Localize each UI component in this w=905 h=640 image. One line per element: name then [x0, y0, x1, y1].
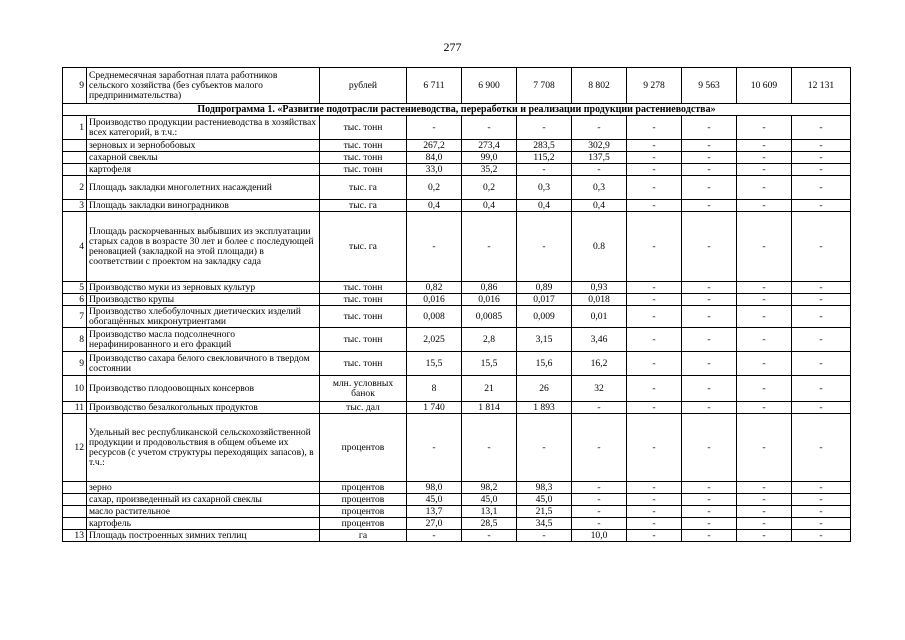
value-cell: - [737, 352, 792, 376]
value-cell: 283,5 [517, 140, 572, 152]
value-cell: - [792, 414, 851, 482]
table-row [63, 530, 851, 542]
value-cell: - [682, 506, 737, 518]
table-row [63, 328, 851, 352]
value-cell: 45,0 [462, 494, 517, 506]
table-row [63, 506, 851, 518]
value-cell: - [627, 176, 682, 200]
value-cell: 8 802 [572, 68, 627, 104]
value-cell: 16,2 [572, 352, 627, 376]
indicator-name: Среднемесячная заработная плата работников сельского хозяйства (без субъектов малого предпринимательства) [87, 68, 320, 104]
value-cell: - [627, 294, 682, 306]
value-cell: - [737, 164, 792, 176]
value-cell: 273,4 [462, 140, 517, 152]
table-row [63, 414, 851, 482]
value-cell: 1 740 [407, 402, 462, 414]
table-row [63, 212, 851, 282]
value-cell: 0,82 [407, 282, 462, 294]
value-cell: - [627, 494, 682, 506]
value-cell: - [517, 212, 572, 282]
row-number: 9 [63, 68, 87, 104]
unit-cell: тыс. дал [320, 402, 407, 414]
value-cell: 0,4 [572, 200, 627, 212]
value-cell: 0,008 [407, 306, 462, 328]
value-cell: - [737, 494, 792, 506]
table-row [63, 68, 851, 104]
indicator-name: Производство масла подсолнечного нерафинированного и его фракций [87, 328, 320, 352]
value-cell: - [572, 518, 627, 530]
value-cell: 0,4 [407, 200, 462, 212]
value-cell: - [627, 414, 682, 482]
value-cell: - [682, 402, 737, 414]
subprogram-title: Подпрограмма 1. «Развитие подотрасли растениеводства, переработки и реализации продукции растениеводства» [63, 104, 851, 116]
table-row [63, 176, 851, 200]
value-cell: 1 814 [462, 402, 517, 414]
unit-cell: га [320, 530, 407, 542]
value-cell: - [682, 494, 737, 506]
indicator-name: Производство хлебобулочных диетических изделий обогащённых микронутриентами [87, 306, 320, 328]
value-cell: - [627, 352, 682, 376]
unit-cell: тыс. тонн [320, 282, 407, 294]
indicator-name: сахарной свеклы [87, 152, 320, 164]
value-cell: 0,89 [517, 282, 572, 294]
value-cell: 0,86 [462, 282, 517, 294]
value-cell: 3,15 [517, 328, 572, 352]
table-row [63, 518, 851, 530]
value-cell: - [627, 140, 682, 152]
value-cell: 98,2 [462, 482, 517, 494]
value-cell: 27,0 [407, 518, 462, 530]
value-cell: - [407, 116, 462, 140]
value-cell: 0,93 [572, 282, 627, 294]
indicator-name: Производство безалкогольных продуктов [87, 402, 320, 414]
value-cell: - [572, 494, 627, 506]
indicator-name: зерно [87, 482, 320, 494]
row-number: 11 [63, 402, 87, 414]
value-cell: 98,0 [407, 482, 462, 494]
value-cell: 98,3 [517, 482, 572, 494]
value-cell: 0,3 [517, 176, 572, 200]
value-cell: 33,0 [407, 164, 462, 176]
value-cell: 13,1 [462, 506, 517, 518]
value-cell: 10,0 [572, 530, 627, 542]
value-cell: - [517, 414, 572, 482]
table-row [63, 294, 851, 306]
value-cell: - [627, 402, 682, 414]
value-cell: - [737, 506, 792, 518]
unit-cell: тыс. тонн [320, 116, 407, 140]
value-cell: - [627, 376, 682, 402]
value-cell: - [737, 140, 792, 152]
indicator-name: Производство плодоовощных консервов [87, 376, 320, 402]
value-cell: 6 711 [407, 68, 462, 104]
value-cell: - [682, 212, 737, 282]
value-cell: - [462, 116, 517, 140]
value-cell: 35,2 [462, 164, 517, 176]
value-cell: 137,5 [572, 152, 627, 164]
value-cell: 28,5 [462, 518, 517, 530]
value-cell: - [737, 212, 792, 282]
indicators-table [62, 67, 851, 542]
value-cell: - [792, 518, 851, 530]
row-number [63, 494, 87, 506]
value-cell: - [682, 518, 737, 530]
value-cell: - [627, 152, 682, 164]
unit-cell: тыс. га [320, 212, 407, 282]
unit-cell: процентов [320, 414, 407, 482]
value-cell: - [682, 306, 737, 328]
table-row [63, 402, 851, 414]
indicator-name: Площадь закладки виноградников [87, 200, 320, 212]
value-cell: - [627, 328, 682, 352]
unit-cell: тыс. тонн [320, 294, 407, 306]
value-cell: 115,2 [517, 152, 572, 164]
unit-cell: тыс. тонн [320, 164, 407, 176]
value-cell: - [792, 376, 851, 402]
value-cell: - [627, 518, 682, 530]
table-row [63, 282, 851, 294]
row-number: 10 [63, 376, 87, 402]
value-cell: - [682, 482, 737, 494]
value-cell: 0,2 [407, 176, 462, 200]
value-cell: - [572, 506, 627, 518]
value-cell: 21,5 [517, 506, 572, 518]
value-cell: - [627, 116, 682, 140]
row-number: 3 [63, 200, 87, 212]
value-cell: 13,7 [407, 506, 462, 518]
table-row [63, 306, 851, 328]
table-row [63, 140, 851, 152]
value-cell: - [792, 116, 851, 140]
indicator-name: Площадь раскорчеванных выбывших из эксплуатации старых садов в возрасте 30 лет и более с последующей реновацией (закладкой на этой площади) в соответствии с проектом на закладку сада [87, 212, 320, 282]
value-cell: - [627, 200, 682, 212]
table-row [63, 200, 851, 212]
value-cell: 34,5 [517, 518, 572, 530]
value-cell: - [682, 376, 737, 402]
value-cell: 9 563 [682, 68, 737, 104]
value-cell: 0,016 [462, 294, 517, 306]
table-row [63, 164, 851, 176]
value-cell: - [682, 328, 737, 352]
unit-cell: рублей [320, 68, 407, 104]
value-cell: - [517, 164, 572, 176]
value-cell: - [792, 506, 851, 518]
value-cell: - [792, 352, 851, 376]
value-cell: - [737, 306, 792, 328]
value-cell: - [737, 152, 792, 164]
value-cell: 32 [572, 376, 627, 402]
value-cell: - [627, 530, 682, 542]
table-row [63, 152, 851, 164]
value-cell: - [737, 294, 792, 306]
value-cell: 6 900 [462, 68, 517, 104]
unit-cell: процентов [320, 494, 407, 506]
unit-cell: тыс. тонн [320, 152, 407, 164]
value-cell: - [737, 116, 792, 140]
value-cell: - [682, 200, 737, 212]
value-cell: 15,6 [517, 352, 572, 376]
value-cell: 0,009 [517, 306, 572, 328]
value-cell: - [792, 402, 851, 414]
row-number: 9 [63, 352, 87, 376]
indicator-name: Производство муки из зерновых культур [87, 282, 320, 294]
value-cell: 45,0 [517, 494, 572, 506]
unit-cell: млн. условных банок [320, 376, 407, 402]
value-cell: 2,8 [462, 328, 517, 352]
indicator-name: картофеля [87, 164, 320, 176]
value-cell: - [627, 482, 682, 494]
value-cell: 0.8 [572, 212, 627, 282]
value-cell: 3,46 [572, 328, 627, 352]
value-cell: - [737, 518, 792, 530]
indicator-name: Производство крупы [87, 294, 320, 306]
value-cell: - [682, 352, 737, 376]
value-cell: 1 893 [517, 402, 572, 414]
value-cell: - [792, 152, 851, 164]
unit-cell: тыс. тонн [320, 352, 407, 376]
value-cell: - [682, 176, 737, 200]
value-cell: 0,2 [462, 176, 517, 200]
value-cell: - [737, 328, 792, 352]
value-cell: 2,025 [407, 328, 462, 352]
value-cell: - [737, 200, 792, 212]
row-number: 5 [63, 282, 87, 294]
value-cell: - [792, 530, 851, 542]
value-cell: 0,0085 [462, 306, 517, 328]
value-cell: - [737, 482, 792, 494]
row-number [63, 164, 87, 176]
row-number: 1 [63, 116, 87, 140]
value-cell: - [737, 376, 792, 402]
row-number [63, 506, 87, 518]
value-cell: 0,017 [517, 294, 572, 306]
value-cell: - [682, 294, 737, 306]
page-number: 277 [443, 40, 462, 54]
value-cell: - [792, 328, 851, 352]
unit-cell: тыс. тонн [320, 140, 407, 152]
unit-cell: процентов [320, 506, 407, 518]
table-row [63, 482, 851, 494]
value-cell: - [407, 212, 462, 282]
value-cell: - [462, 212, 517, 282]
value-cell: - [627, 164, 682, 176]
value-cell: - [792, 294, 851, 306]
value-cell: 9 278 [627, 68, 682, 104]
value-cell: - [627, 282, 682, 294]
unit-cell: тыс. га [320, 200, 407, 212]
indicator-name: Производство сахара белого свекловичного в твердом состоянии [87, 352, 320, 376]
value-cell: - [792, 164, 851, 176]
value-cell: 0,018 [572, 294, 627, 306]
value-cell: 0,016 [407, 294, 462, 306]
value-cell: - [682, 414, 737, 482]
unit-cell: процентов [320, 518, 407, 530]
subprogram-row [63, 104, 851, 116]
value-cell: - [682, 530, 737, 542]
value-cell: - [792, 200, 851, 212]
unit-cell: тыс. тонн [320, 306, 407, 328]
value-cell: 0,01 [572, 306, 627, 328]
value-cell: - [792, 212, 851, 282]
row-number: 8 [63, 328, 87, 352]
value-cell: - [572, 414, 627, 482]
value-cell: - [627, 506, 682, 518]
value-cell: - [517, 530, 572, 542]
value-cell: - [407, 414, 462, 482]
value-cell: 8 [407, 376, 462, 402]
value-cell: 21 [462, 376, 517, 402]
table-row [63, 116, 851, 140]
value-cell: 45,0 [407, 494, 462, 506]
value-cell: - [407, 530, 462, 542]
row-number [63, 482, 87, 494]
value-cell: - [682, 152, 737, 164]
value-cell: 15,5 [407, 352, 462, 376]
value-cell: - [572, 482, 627, 494]
value-cell: 12 131 [792, 68, 851, 104]
value-cell: - [682, 116, 737, 140]
unit-cell: процентов [320, 482, 407, 494]
table-row [63, 376, 851, 402]
table-row [63, 494, 851, 506]
value-cell: - [572, 164, 627, 176]
value-cell: 10 609 [737, 68, 792, 104]
value-cell: - [792, 494, 851, 506]
value-cell: 0,4 [517, 200, 572, 212]
indicator-name: картофель [87, 518, 320, 530]
row-number: 12 [63, 414, 87, 482]
value-cell: - [627, 212, 682, 282]
indicator-name: Площадь построенных зимних теплиц [87, 530, 320, 542]
indicator-name: Удельный вес республиканской сельскохозяйственной продукции и продовольствия в общем объеме их ресурсов (с учетом структуры переходящих запасов), в т.ч.: [87, 414, 320, 482]
value-cell: 7 708 [517, 68, 572, 104]
value-cell: - [792, 176, 851, 200]
value-cell: 302,9 [572, 140, 627, 152]
indicator-name: масло растительное [87, 506, 320, 518]
value-cell: 15,5 [462, 352, 517, 376]
value-cell: - [737, 414, 792, 482]
row-number: 4 [63, 212, 87, 282]
value-cell: 99,0 [462, 152, 517, 164]
value-cell: - [737, 402, 792, 414]
value-cell: 0,4 [462, 200, 517, 212]
row-number [63, 152, 87, 164]
indicator-name: Производство продукции растениеводства в хозяйствах всех категорий, в т.ч.: [87, 116, 320, 140]
table-row [63, 352, 851, 376]
row-number: 2 [63, 176, 87, 200]
row-number [63, 518, 87, 530]
value-cell: - [682, 282, 737, 294]
row-number: 13 [63, 530, 87, 542]
indicator-name: сахар, произведенный из сахарной свеклы [87, 494, 320, 506]
value-cell: - [737, 282, 792, 294]
value-cell: - [682, 164, 737, 176]
value-cell: - [517, 116, 572, 140]
value-cell: 0,3 [572, 176, 627, 200]
value-cell: - [737, 530, 792, 542]
value-cell: - [792, 282, 851, 294]
unit-cell: тыс. га [320, 176, 407, 200]
value-cell: - [792, 306, 851, 328]
indicator-name: Площадь закладки многолетних насаждений [87, 176, 320, 200]
value-cell: - [792, 482, 851, 494]
value-cell: 84,0 [407, 152, 462, 164]
value-cell: - [627, 306, 682, 328]
value-cell: 267,2 [407, 140, 462, 152]
unit-cell: тыс. тонн [320, 328, 407, 352]
value-cell: 26 [517, 376, 572, 402]
value-cell: - [572, 116, 627, 140]
row-number: 6 [63, 294, 87, 306]
row-number: 7 [63, 306, 87, 328]
value-cell: - [572, 402, 627, 414]
value-cell: - [462, 530, 517, 542]
value-cell: - [682, 140, 737, 152]
value-cell: - [462, 414, 517, 482]
value-cell: - [792, 140, 851, 152]
indicator-name: зерновых и зернобобовых [87, 140, 320, 152]
value-cell: - [737, 176, 792, 200]
row-number [63, 140, 87, 152]
